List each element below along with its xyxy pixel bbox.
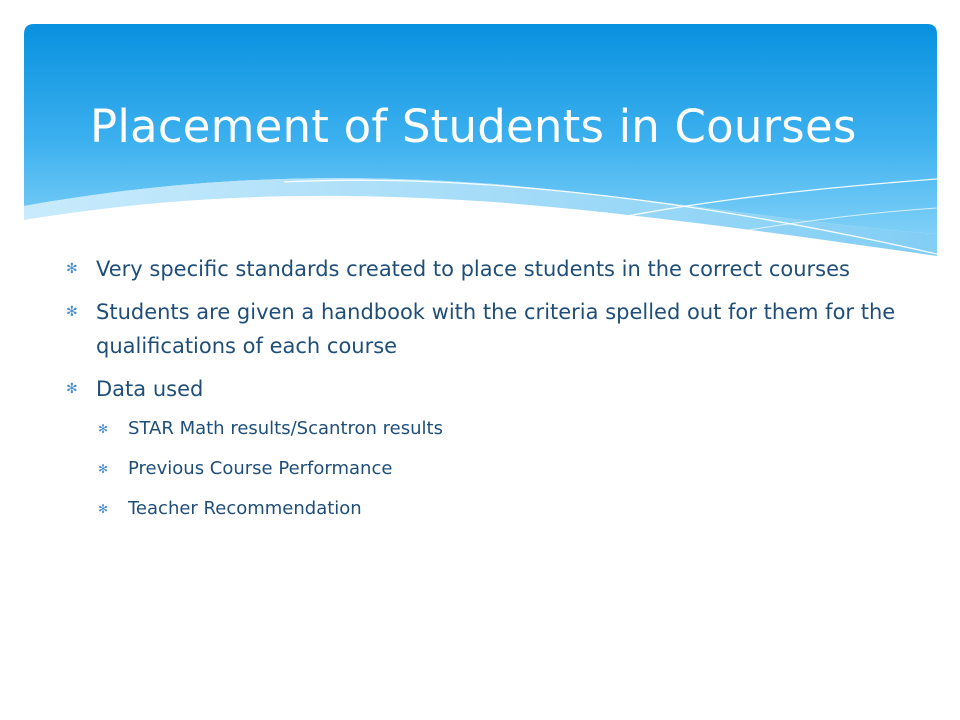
- asterisk-icon: ✻: [66, 381, 78, 397]
- bullet-item: [60, 252, 910, 286]
- asterisk-icon: ✻: [66, 304, 78, 320]
- title-banner: [24, 24, 937, 274]
- asterisk-icon: ✻: [98, 462, 109, 476]
- sub-bullet-text: Previous Course Performance: [128, 458, 393, 479]
- bullet-text: Data used: [96, 377, 204, 401]
- sub-bullet-item: [60, 455, 910, 483]
- sub-bullet-list: [60, 415, 910, 523]
- bullet-list: [60, 252, 910, 406]
- sub-bullet-item: [60, 495, 910, 523]
- asterisk-icon: ✻: [66, 261, 78, 277]
- bullet-text: Students are given a handbook with the criteria spelled out for them for the qualifications of each course: [96, 300, 896, 358]
- sub-bullet-text: Teacher Recommendation: [128, 498, 362, 519]
- asterisk-icon: ✻: [98, 422, 109, 436]
- bullet-item: [60, 295, 910, 363]
- bullet-content: [60, 252, 910, 535]
- sub-bullet-text: STAR Math results/Scantron results: [128, 418, 443, 439]
- bullet-item: [60, 372, 910, 406]
- bullet-text: Very specific standards created to place students in the correct courses: [96, 257, 850, 281]
- asterisk-icon: ✻: [98, 502, 109, 516]
- sub-bullet-item: [60, 415, 910, 443]
- slide-title: Placement of Students in Courses: [90, 100, 857, 153]
